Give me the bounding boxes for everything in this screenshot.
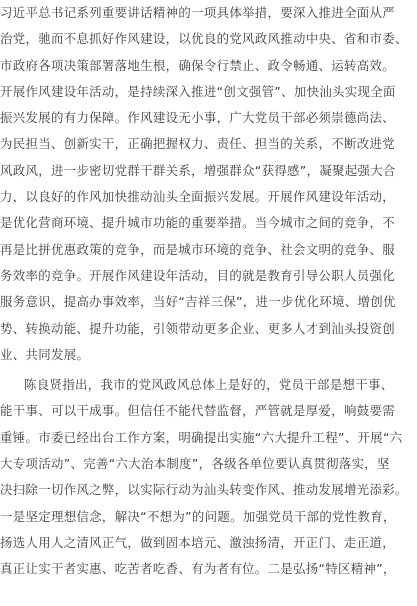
text-line: 市政府各项决策部署落地生根，确保令行禁止、政令畅通、运转高效。 — [0, 57, 395, 73]
text-line: 是优化营商环境、提升城市功能的重要举措。当今城市之间的竞争，不 — [0, 215, 395, 231]
text-line: 习近平总书记系列重要讲话精神的一项具体举措，要深入推进全面从严 — [0, 5, 395, 20]
text-line: 业、共同发展。 — [0, 346, 90, 362]
text-line: 一是坚定理想信念，解决“不想为”的问题。加强党员干部的党性教育， — [0, 508, 396, 524]
paragraph-2 — [0, 372, 417, 582]
text-line: 势、转换动能、提升功能，引领带动更多企业、更多人才到汕头投资创 — [0, 320, 395, 336]
text-line: 陈良贤指出，我市的党风政风总体上是好的，党员干部是想干事、 — [24, 377, 394, 393]
text-line: 振兴发展的有力保障。作风建设无小事，广大党员干部必须崇德尚法、 — [0, 110, 395, 126]
text-line: 重锤。市委已经出台工作方案，明确提出实施“六大提升工程”、开展“六 — [0, 429, 403, 445]
text-line: 风政风，进一步密切党群干群关系，增强群众“获得感”，凝聚起强大合 — [0, 162, 396, 178]
text-line: 扬选人用人之清风正气，做到固本培元、激浊扬清，开正门、走正道， — [0, 534, 395, 550]
text-line: 为民担当、创新实干，正确把握权力、责任、担当的关系，不断改进党 — [0, 136, 395, 152]
text-line: 务效率的竞争。开展作风建设年活动，目的就是教育引导公职人员强化 — [0, 267, 395, 283]
text-line: 再是比拼优惠政策的竞争，而是城市环境的竞争、社会文明的竞争、服 — [0, 241, 395, 257]
text-line: 开展作风建设年活动，是持续深入推进“创文强管”、加快汕头实现全面 — [0, 83, 396, 99]
text-line: 真正让实干者实惠、吃苦者吃香、有为者有位。二是弘扬“特区精神”， — [0, 561, 396, 577]
text-line: 大专项活动”、完善“六大治本制度”，各级各单位要认真贯彻落实，坚 — [0, 456, 390, 472]
text-line: 服务意识，提高办事效率，当好“吉祥三保”，进一步优化环境、增创优 — [0, 294, 396, 310]
text-line: 力，以良好的作风加快推动汕头全面振兴发展。开展作风建设年活动， — [0, 189, 395, 205]
text-line: 治党，驰而不息抓好作风建设，以优良的党风政风推动中央、省和市委、 — [0, 31, 408, 47]
text-line: 能干事、可以干成事。但信任不能代替监督，严管就是厚爱，响鼓要需 — [0, 403, 395, 419]
text-line: 决扫除一切作风之弊，以实际行动为汕头转变作风、推动发展增光添彩。 — [0, 482, 408, 498]
